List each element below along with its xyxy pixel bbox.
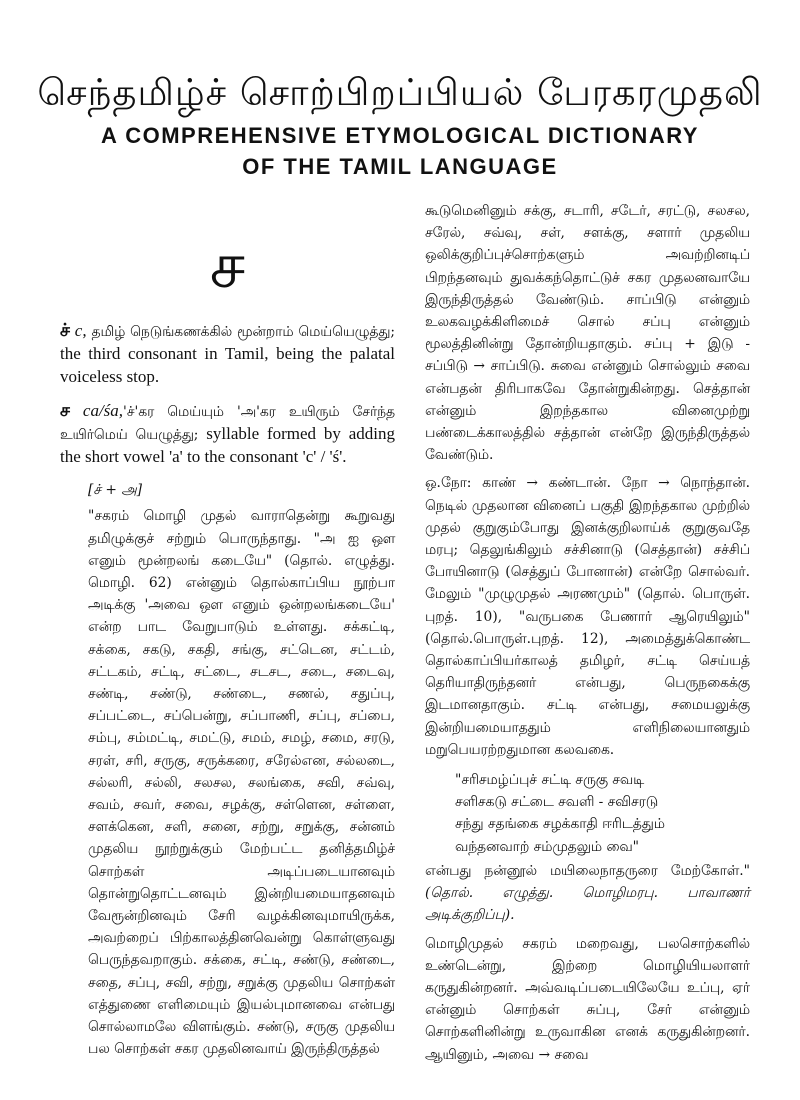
- entry-c-consonant: [60, 320, 395, 390]
- right-column: [425, 200, 750, 1066]
- verse-line: "சரிசமழ்ப்புச் சட்டி சருகு சவடி: [455, 772, 645, 789]
- citation-paragraph: [425, 860, 750, 927]
- entry-ca-syllable: [60, 400, 395, 470]
- entry-headword: ச்: [60, 320, 70, 341]
- entry-romanization: ca/śa,: [69, 400, 124, 420]
- tamil-title: செந்தமிழ்ச் சொற்பிறப்பியல் பேரகரமுதலி: [37, 71, 763, 114]
- citation-text: என்பது நன்னூல் மயிலைநாதருரை மேற்கோள்.": [425, 862, 750, 879]
- english-title-line-2: OF THE TAMIL LANGUAGE: [242, 154, 558, 179]
- comparison-paragraph: ஒ.நோ: காண் → கண்டான். நோ → நொந்தான். நெடில் முதலான வினைப் பகுதி இறந்தகால முற்றில் முதல் குறுகும்போது இனக்குறிலாய்க் குறுகுவதே மரபு; தெலுங்கிலும் சச்சினாடு (செத்தான்) சச்சிப் போயினாடு (செத்துப் போனான்) என்றே சொல்வர். மேலும் "முழுமுதல் அரணமும்" (தொல். பொருள். புறத். 10), "வருபகை பேணார் ஆரெயிலும்" (தொல்.பொருள்.புறத். 12), அமைத்துக்கொண்ட தொல்காப்பியர்காலத் தமிழர், சட்டி செய்யத் தெரியாதிருந்தனர் என்பது, பெருநகைக்கு இடமானதாகும். சட்டி என்பது, சமையலுக்கு இன்றியமையாததும் எளிநிலையானதும் மறுபெயரற்றதுமான கலவகை.: [425, 475, 750, 758]
- etymology: [ச் + அ]: [88, 482, 143, 499]
- entry-romanization: c,: [69, 321, 87, 340]
- closing-paragraph: மொழிமுதல் சகரம் மறைவது, பலசொற்களில் உண்டென்று, இற்றை மொழியியலாளர் கருதுகின்றனர். அவ்வடிப்படையிலேயே உப்பு, ஏர் என்னும் சொற்கள் சுப்பு, சேர் என்னும் சொற்களினின்று உருவாகின எனக் கருதுகின்றனர். ஆயினும், அவை → சவை: [425, 935, 750, 1063]
- entry-english-definition: syllable formed by adding the short vowel 'a' to the consonant 'c' / 'ś'.: [60, 423, 395, 467]
- left-column: [60, 200, 395, 1061]
- entry-english-definition: the third consonant in Tamil, being the palatal voiceless stop.: [60, 344, 395, 387]
- verse-line: சளிசகடு சட்டை சவளி - சவிசரடு: [455, 794, 659, 811]
- english-title-line-1: A COMPREHENSIVE ETYMOLOGICAL DICTIONARY: [101, 123, 699, 148]
- entry-headword: ச: [60, 399, 70, 421]
- entry-tamil-definition: 'ச்'கர மெய்யும் 'அ'கர உயிரும் சேர்ந்த உயிர்மெய் யெழுத்து;: [60, 403, 395, 443]
- verse-line: வந்தனவாற் சம்முதலும் வை": [455, 838, 639, 855]
- continuation-paragraph: கூடுமெனினும் சக்கு, சடாரி, சடேர், சரட்டு, சலசல, சரேல், சவ்வு, சள், சளக்கு, சளார் முதலிய ஒலிக்குறிப்புச்சொற்களும் அவற்றினடிப் பிறந்தனவும் துவக்கந்தொட்டுச் சகர முதலனவாயே இருந்திருத்தல் வேண்டும். சாப்பிடு என்னும் உலகவழக்கிளிமைச் சொல் சப்பு என்னும் மூலத்தினின்று தோன்றியதாகும். சப்பு + இடு - சப்பிடு → சாப்பிடு. சுவை என்னும் சொல்லும் சவை என்பதன் திரிபாகவே தோன்றுகின்றது. செத்தான் என்னும் இறந்தகால வினைமுற்று பண்டைக்காலத்தில் சத்தான் என்றே இருந்திருத்தல் வேண்டும்.: [425, 203, 750, 464]
- page-header: [0, 70, 800, 182]
- citation-reference: (தொல். எழுத்து. மொழிமரபு. பாவாணர் அடிக்குறிப்பு).: [425, 885, 750, 924]
- section-letter: ச: [209, 229, 246, 303]
- entry-tamil-definition: தமிழ் நெடுங்கணக்கில் மூன்றாம் மெய்யெழுத்து;: [86, 324, 395, 340]
- commentary-paragraph: "சகரம் மொழி முதல் வாராதென்று கூறுவது தமிழுக்குச் சற்றும் பொருந்தாது. "அ ஐ ஔ எனும் மூன்றலங் கடையே" (தொல். எழுத்து. மொழி. 62) என்னும் தொல்காப்பிய நூற்பா அடிக்கு 'அவை ஔ எனும் ஒன்றலங்கடையே' என்ற பாட வேறுபாடும் உள்ளது. சக்கட்டி, சக்கை, சகடு, சகதி, சங்கு, சட்டென, சட்டம், சட்டகம், சட்டி, சட்டை, சடசட, சடை, சடைவு, சண்டி, சண்டு, சண்டை, சணல், சதுப்பு, சப்பட்டை, சப்பென்று, சப்பாணி, சப்பு, சப்பை, சம்பு, சம்மட்டி, சமட்டு, சமம், சமழ், சமை, சரடு, சரள், சரி, சருகு, சருக்கரை, சரேல்என, சல்லடை, சல்லரி, சல்லி, சலசல, சலங்கை, சவி, சவ்வு, சவம், சவர், சவை, சழக்கு, சள்ளென, சள்ளை, சளக்கென, சளி, சனை, சற்று, சறுக்கு, சன்னம் முதலிய நூற்றுக்கும் மேற்பட்ட தனித்தமிழ்ச் சொற்கள் அடிப்படையானவும் தொன்றுதொட்டனவும் இன்றியமையாதனவும் வேரூன்றினவும் சேரி வழக்கினவுமாயிருக்க, அவற்றைப் பிற்காலத்தினவென்று கொள்ளுவது பெருந்தவறாகும். சக்கை, சட்டி, சண்டு, சண்டை, சதை, சப்பு, சவி, சற்று, சறுக்கு முதலிய சொற்கள் எத்துணை எளிமையும் இயல்புமானவை என்பது சொல்லாமலே விளங்கும். சண்டு, சருகு முதலிய பல சொற்கள் சகர முதலினவாய் இருந்திருத்தல்: [88, 508, 395, 1058]
- quoted-verse: [425, 769, 750, 858]
- verse-line: சந்து சதங்கை சழக்காதி ஈரிடத்தும்: [455, 816, 665, 833]
